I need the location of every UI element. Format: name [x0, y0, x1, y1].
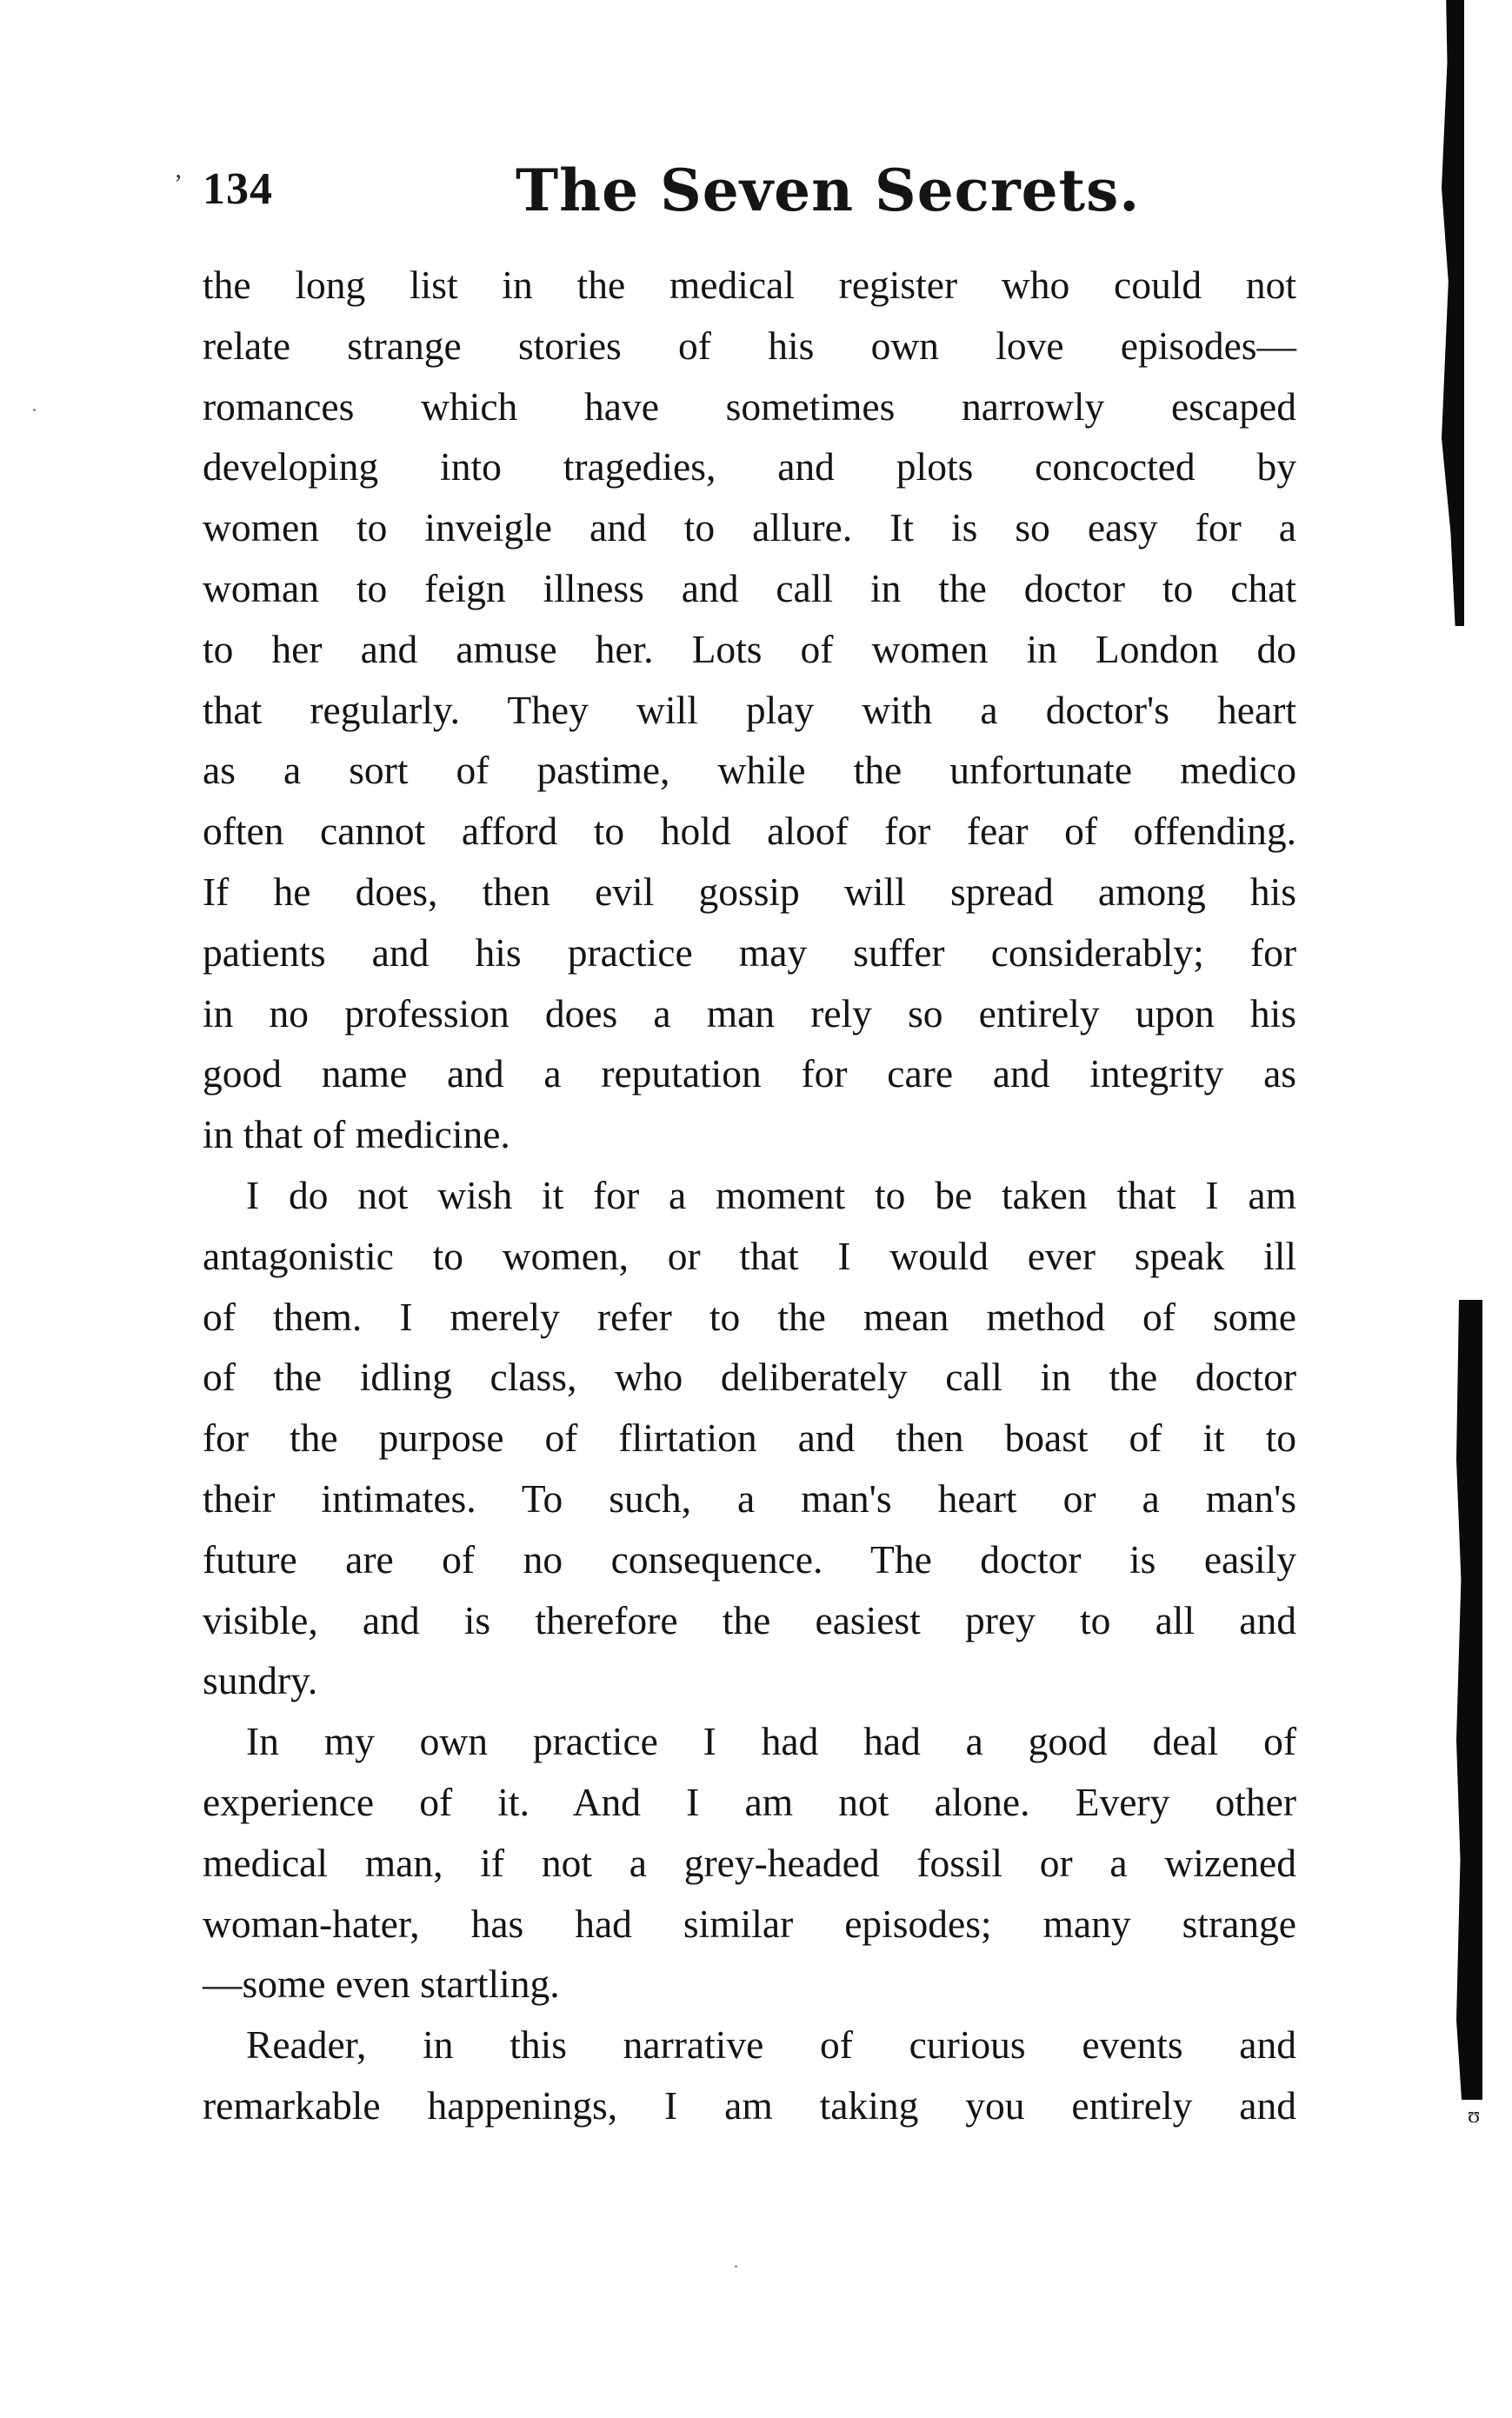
margin-mark: ʼ: [174, 170, 183, 198]
text-line: —some even startling.: [203, 1962, 560, 2007]
text-line: in that of medicine.: [203, 1112, 510, 1157]
text-line: woman to feign illness and call in the doctor to chat: [203, 565, 1296, 610]
text-line: visible, and is therefore the easiest prey to all and: [203, 1597, 1296, 1642]
text-line: Reader, in this narrative of curious events and: [246, 2022, 1296, 2068]
text-line: for the purpose of flirtation and then boast of it to: [203, 1415, 1296, 1461]
text-line: woman-hater, has had similar episodes; many strange: [203, 1901, 1296, 1946]
text-line: If he does, then evil gossip will spread among his: [203, 869, 1296, 914]
text-line: their intimates. To such, a man's heart or a man's: [203, 1475, 1296, 1521]
text-line: that regularly. They will play with a doctor's heart: [203, 687, 1296, 732]
text-line: patients and his practice may suffer considerably; for: [203, 929, 1296, 975]
text-line: relate strange stories of his own love episodes—: [203, 323, 1296, 368]
text-line: antagonistic to women, or that I would ever speak ill: [203, 1233, 1296, 1278]
text-line: to her and amuse her. Lots of women in London do: [203, 626, 1296, 671]
text-line: medical man, if not a grey-headed fossil or a wizened: [203, 1840, 1296, 1885]
text-line: In my own practice I had had a good deal of: [246, 1719, 1296, 1764]
speck: [33, 409, 36, 411]
scan-edge-mark: ʊ: [1468, 2102, 1481, 2128]
text-line: the long list in the medical register who could not: [203, 263, 1296, 307]
text-line: I do not wish it for a moment to be taken that I am: [246, 1172, 1296, 1217]
scan-edge-shadow: [1456, 1300, 1482, 2100]
text-line: in no profession does a man rely so entirely upon his: [203, 990, 1296, 1036]
text-line: sundry.: [203, 1658, 318, 1703]
text-line: future are of no consequence. The doctor is easily: [203, 1536, 1296, 1582]
text-line: women to inveigle and to allure. It is so easy for a: [203, 505, 1296, 550]
text-line: experience of it. And I am not alone. Every other: [203, 1779, 1296, 1824]
text-line: of them. I merely refer to the mean method of some: [203, 1294, 1296, 1339]
text-line: often cannot afford to hold aloof for fear of offending.: [203, 809, 1296, 854]
text-line: good name and a reputation for care and integrity as: [203, 1051, 1296, 1096]
text-line: remarkable happenings, I am taking you entirely and: [203, 2082, 1296, 2128]
page-header: [203, 157, 1298, 235]
page-number: 134: [203, 164, 273, 214]
speck: [735, 2265, 737, 2268]
running-title: The Seven Secrets.: [516, 157, 1141, 224]
scan-edge-shadow: [1442, 0, 1464, 626]
text-line: developing into tragedies, and plots concocted by: [203, 444, 1296, 490]
text-line: of the idling class, who deliberately call in the doctor: [203, 1355, 1296, 1400]
body-text: [203, 255, 1296, 2136]
text-line: as a sort of pastime, while the unfortunate medico: [203, 748, 1296, 793]
text-line: romances which have sometimes narrowly escaped: [203, 383, 1296, 429]
